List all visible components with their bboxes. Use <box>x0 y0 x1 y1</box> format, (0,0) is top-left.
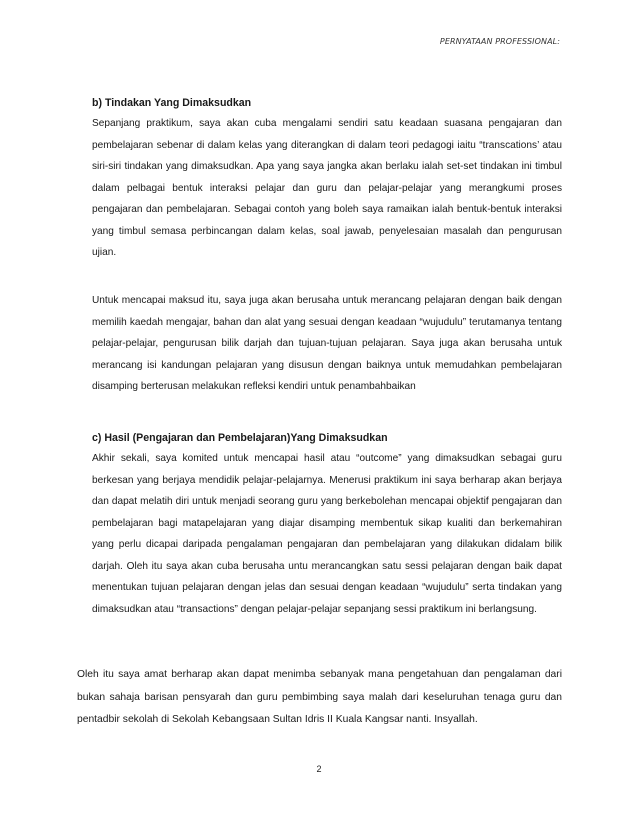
closing-section <box>77 664 562 732</box>
page-number: 2 <box>316 764 322 774</box>
section-c <box>92 431 562 620</box>
section-b-continuation <box>92 290 562 398</box>
section-c-heading: c) Hasil (Pengajaran dan Pembelajaran)Yang Dimaksudkan <box>92 432 388 444</box>
section-b-paragraph-1: Sepanjang praktikum, saya akan cuba mengalami sendiri satu keadaan suasana pengajaran dan pembelajaran sebenar di dalam kelas yang diterangkan di dalam teori pedagogi iaitu “transcations’ atau siri-siri tindakan yang dimaksudkan. Apa yang saya jangka akan berlaku ialah set-set tindakan ini timbul dalam pelbagai bentuk interaksi pelajar dan guru dan pelajar-pelajar yang merangkumi proses pengajaran dan pembelajaran. Sebagai contoh yang boleh saya ramaikan ialah bentuk-bentuk interaksi yang timbul semasa perbincangan dalam kelas, soal jawab, penyelesaian masalah dan pengurusan ujian. <box>92 118 562 258</box>
section-b <box>92 96 562 264</box>
section-b-heading: b) Tindakan Yang Dimaksudkan <box>92 97 252 109</box>
running-header: PERNYATAAN PROFESSIONAL: <box>439 37 560 46</box>
section-b-paragraph-2: Untuk mencapai maksud itu, saya juga akan berusaha untuk merancang pelajaran dengan baik dengan memilih kaedah mengajar, bahan dan alat yang sesuai dengan keadaan “wujudulu” terutamanya tentang pelajar-pelajar, pengurusan bilik darjah dan tujuan-tujuan pelajaran. Saya juga akan berusaha untuk merancang isi kandungan pelajaran yang disusun dengan baiknya untuk memudahkan pembelajaran disamping berterusan melakukan refleksi kendiri untuk penambahbaikan <box>92 295 562 392</box>
section-c-paragraph: Akhir sekali, saya komited untuk mencapai hasil atau “outcome” yang dimaksudkan sebagai guru berkesan yang berjaya mendidik pelajar-pelajarnya. Menerusi praktikum ini saya berharap akan berjaya dan dapat melatih diri untuk menjadi seorang guru yang berkebolehan mencapai objektif pengajaran dan pembelajaran bagi matapelajaran yang diajar disamping membentuk sikap kualiti dan berkemahiran yang perlu dicapai daripada pengalaman pengajaran dan pembelajaran yang dilakukan didalam bilik darjah. Oleh itu saya akan cuba berusaha untu merancangkan satu sessi pelajaran dengan baik dapat menentukan tujuan pelajaran dengan jelas dan sesuai dengan keadaan “wujudulu” serta tindakan yang dimaksudkan atau “transactions” dengan pelajar-pelajar sepanjang sessi praktikum ini berlangsung. <box>92 453 562 615</box>
closing-paragraph: Oleh itu saya amat berharap akan dapat menimba sebanyak mana pengetahuan dan pengalaman dari bukan sahaja barisan pensyarah dan guru pembimbing saya malah dari keseluruhan tenaga guru dan pentadbir sekolah di Sekolah Kebangsaan Sultan Idris II Kuala Kangsar nanti. Insyallah. <box>77 669 562 725</box>
